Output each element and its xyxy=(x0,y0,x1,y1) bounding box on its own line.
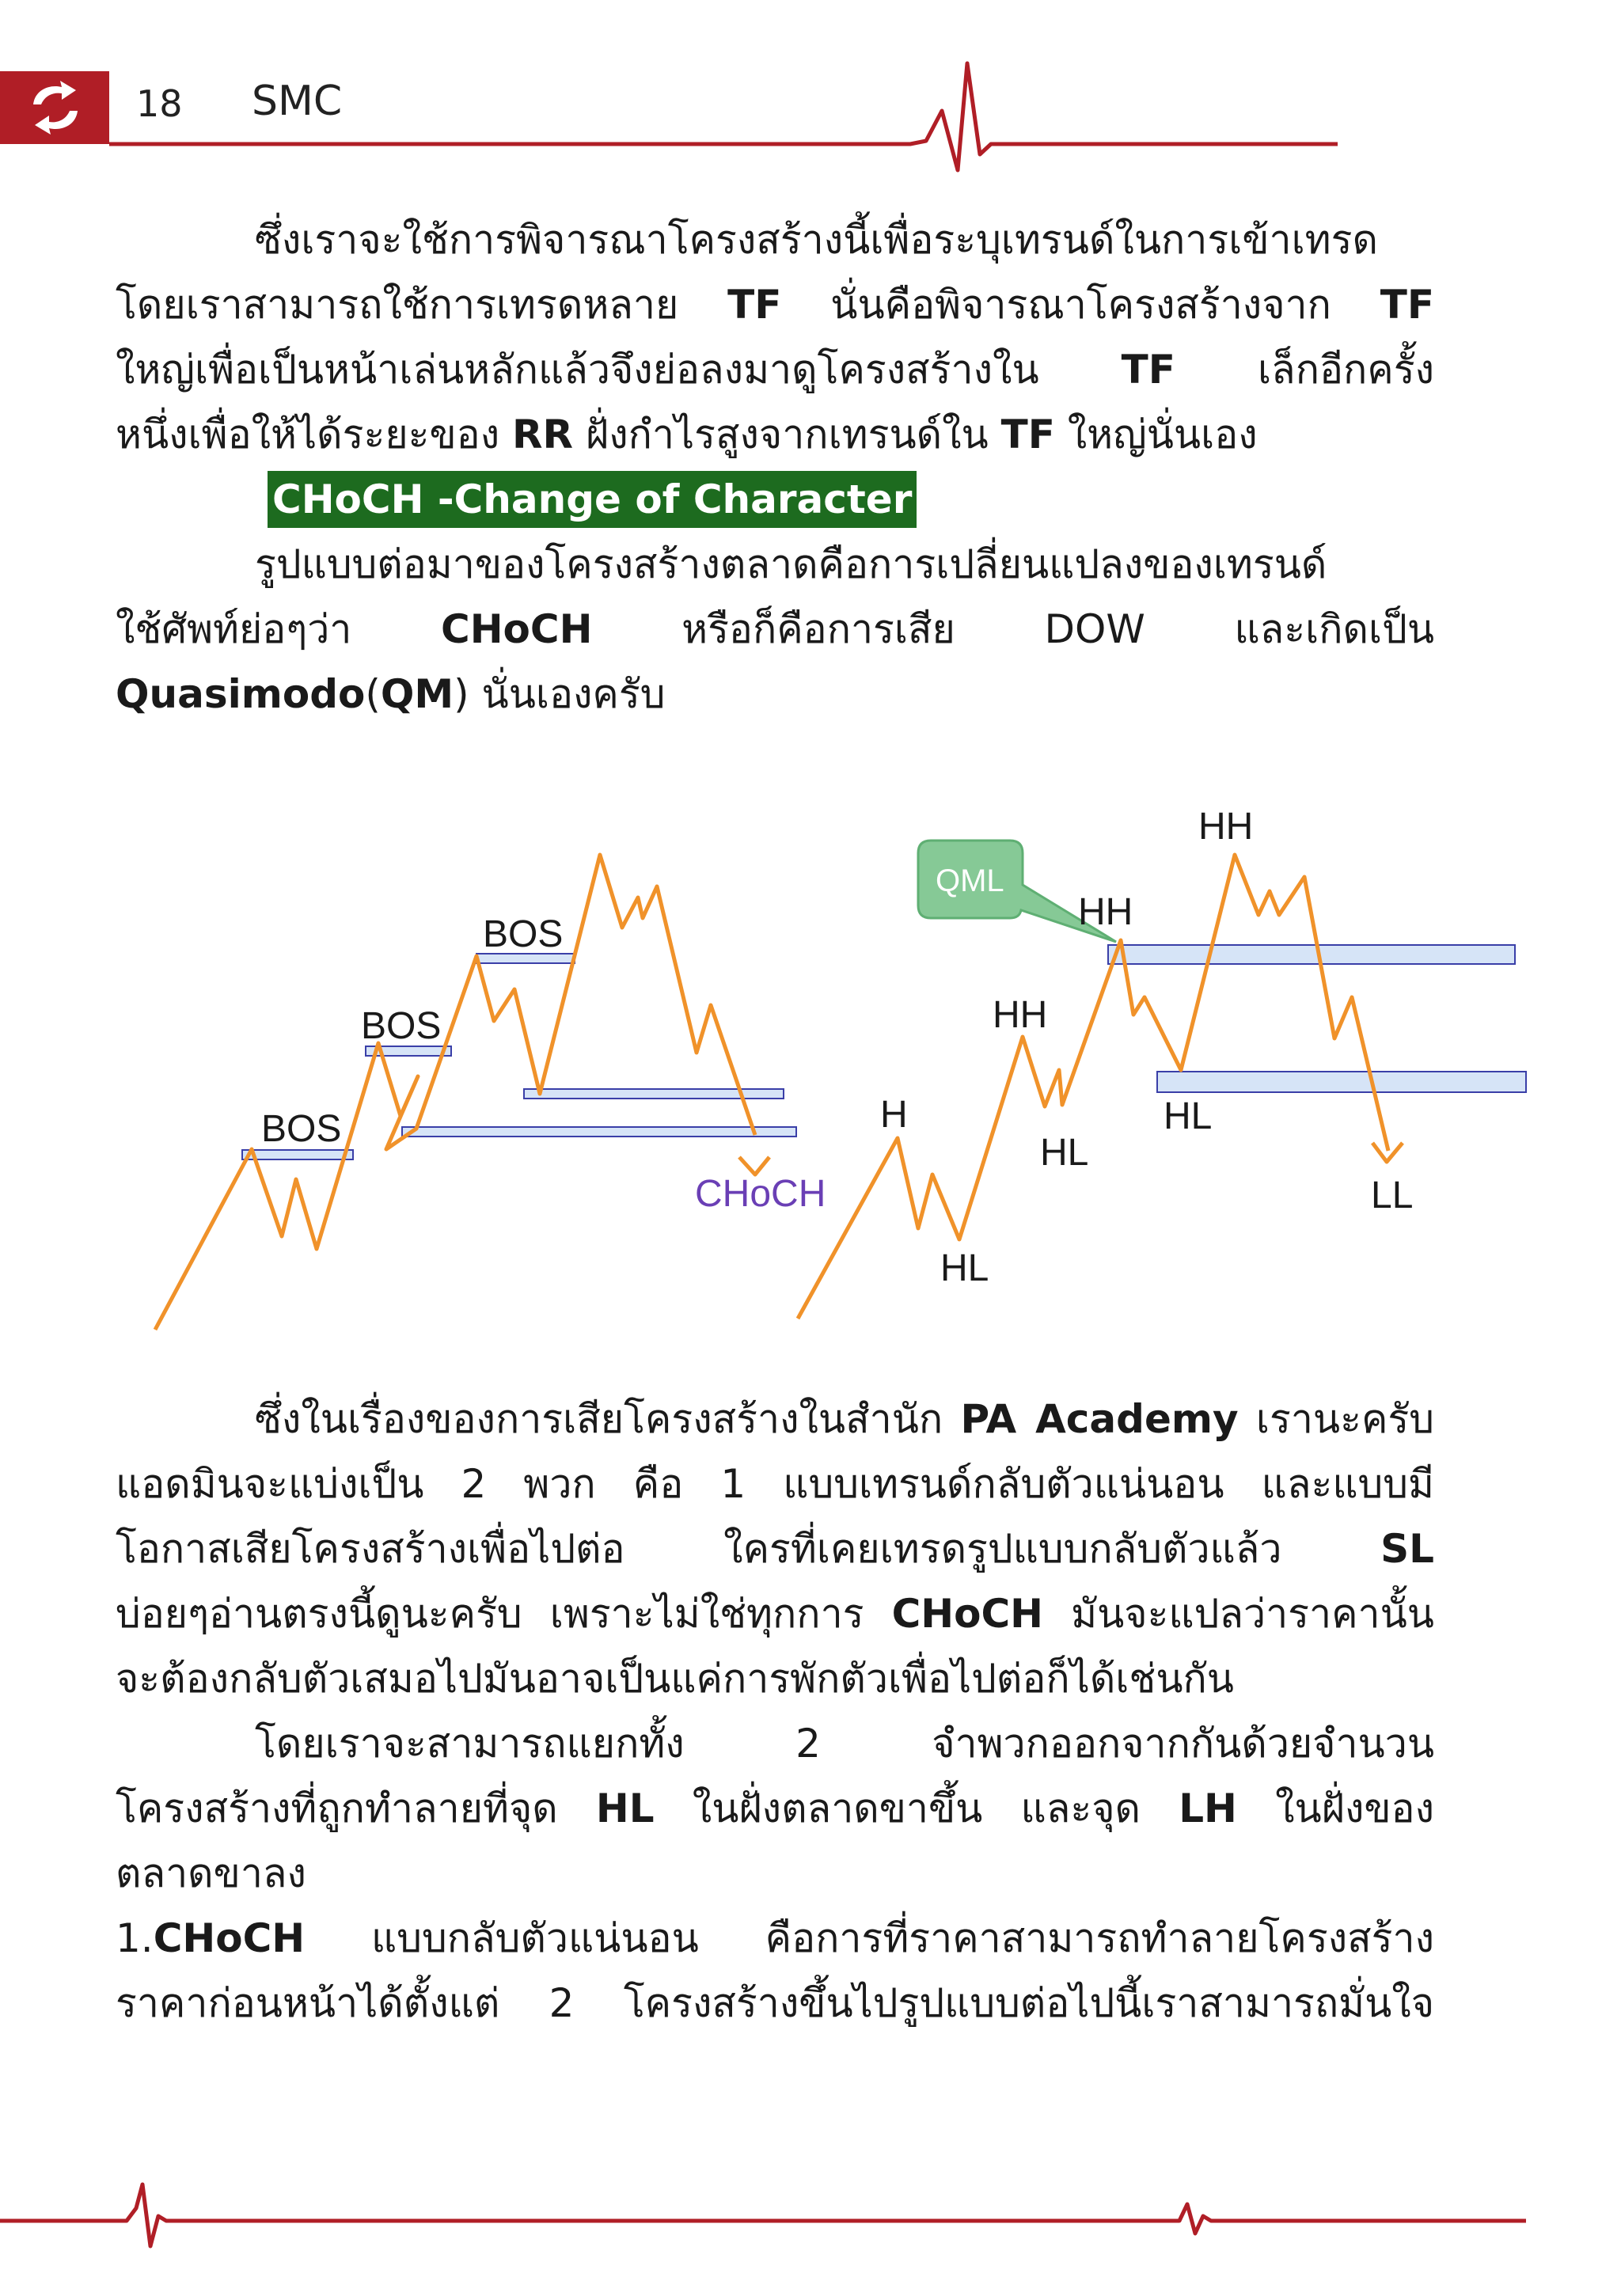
para5-line2: ราคาก่อนหน้าได้ตั้งแต่ 2 โครงสร้างขึ้นไปรูปแบบต่อไปนี้เราสามารถมั่นใจ xyxy=(116,1980,1434,2026)
para4-line2: โครงสร้างที่ถูกทำลายที่จุด HL ในฝั่งตลาดขาขึ้น และจุด LH ในฝั่งของ xyxy=(116,1786,1435,1831)
bos-label-1: BOS xyxy=(261,1108,342,1150)
para3-line1: ซึ่งในเรื่องของการเสียโครงสร้างในสำนัก PA Academy เรานะครับ xyxy=(255,1396,1434,1442)
hl-zone xyxy=(1157,1072,1526,1092)
h-label: H xyxy=(880,1094,908,1136)
qml-zone xyxy=(1108,945,1515,964)
refresh-arrows-icon xyxy=(24,78,87,138)
choch-label: CHoCH xyxy=(695,1173,826,1215)
para3-line5: จะต้องกลับตัวเสมอไปมันอาจเป็นแค่การพักตัวเพื่อไปต่อก็ได้เช่นกัน xyxy=(116,1656,1234,1702)
left-arrowhead xyxy=(739,1157,769,1175)
para1-line4: หนึ่งเพื่อให้ได้ระยะของ RR ฝั่งกำไรสูงจากเทรนด์ใน TF ใหญ่นั่นเอง xyxy=(116,412,1258,457)
section-heading: CHoCH -Change of Character xyxy=(268,471,917,528)
logo xyxy=(0,71,109,144)
page-number: 18 xyxy=(136,82,183,125)
para2-line2: ใช้ศัพท์ย่อๆว่า CHoCH หรือก็คือการเสีย DOW และเกิดเป็น xyxy=(116,606,1435,652)
para1-line1: ซึ่งเราจะใช้การพิจารณาโครงสร้างนี้เพื่อระบุเทรนด์ในการเข้าเทรด xyxy=(255,217,1378,263)
para2-line3: Quasimodo(QM) นั่นเองครับ xyxy=(116,671,666,717)
hh-label-2: HH xyxy=(1078,891,1133,933)
ll-label: LL xyxy=(1371,1175,1414,1216)
support-zone-1 xyxy=(524,1089,784,1099)
footer-heartbeat-line xyxy=(0,2184,1526,2246)
para2-line1: รูปแบบต่อมาของโครงสร้างตลาดคือการเปลี่ยนแปลงของเทรนด์ xyxy=(255,541,1327,587)
para3-line3: โอกาสเสียโครงสร้างเพื่อไปต่อ ใครที่เคยเทรดรูปแบบกลับตัวแล้ว SL xyxy=(116,1526,1434,1572)
upper-text xyxy=(116,207,1434,727)
para1-line3: ใหญ่เพื่อเป็นหน้าเล่นหลักแล้วจึงย่อลงมาดูโครงสร้างใน TF เล็กอีกครั้ง xyxy=(116,347,1434,393)
qml-label: QML xyxy=(936,863,1004,898)
market-structure-diagram xyxy=(0,791,1621,1345)
bos-zone-1 xyxy=(242,1150,353,1159)
hl-label-1: HL xyxy=(940,1247,989,1289)
support-zone-2 xyxy=(402,1127,796,1137)
book-title: SMC xyxy=(252,78,343,125)
para3-line4: บ่อยๆอ่านตรงนี้ดูนะครับ เพราะไม่ใช่ทุกการ CHoCH มันจะแปลว่าราคานั้น xyxy=(116,1591,1434,1637)
hl-label-3: HL xyxy=(1164,1095,1213,1137)
hh-label-1: HH xyxy=(993,994,1048,1036)
hl-label-2: HL xyxy=(1040,1132,1089,1174)
para4-line3: ตลาดขาลง xyxy=(116,1850,306,1896)
para5-line1: 1.CHoCH แบบกลับตัวแน่นอน คือการที่ราคาสามารถทำลายโครงสร้าง xyxy=(116,1915,1434,1961)
hh-label-3: HH xyxy=(1198,806,1254,848)
para3-line2: แอดมินจะแบ่งเป็น 2 พวก คือ 1 แบบเทรนด์กลับตัวแน่นอน และแบบมี xyxy=(116,1461,1434,1507)
para4-line1: โดยเราจะสามารถแยกทั้ง 2 จำพวกออกจากกันด้วยจำนวน xyxy=(255,1721,1434,1767)
lower-text xyxy=(116,1387,1434,2036)
para1-line2: โดยเราสามารถใช้การเทรดหลาย TF นั่นคือพิจารณาโครงสร้างจาก TF xyxy=(116,282,1434,328)
bos-label-2: BOS xyxy=(361,1005,442,1047)
bos-label-3: BOS xyxy=(483,913,564,955)
